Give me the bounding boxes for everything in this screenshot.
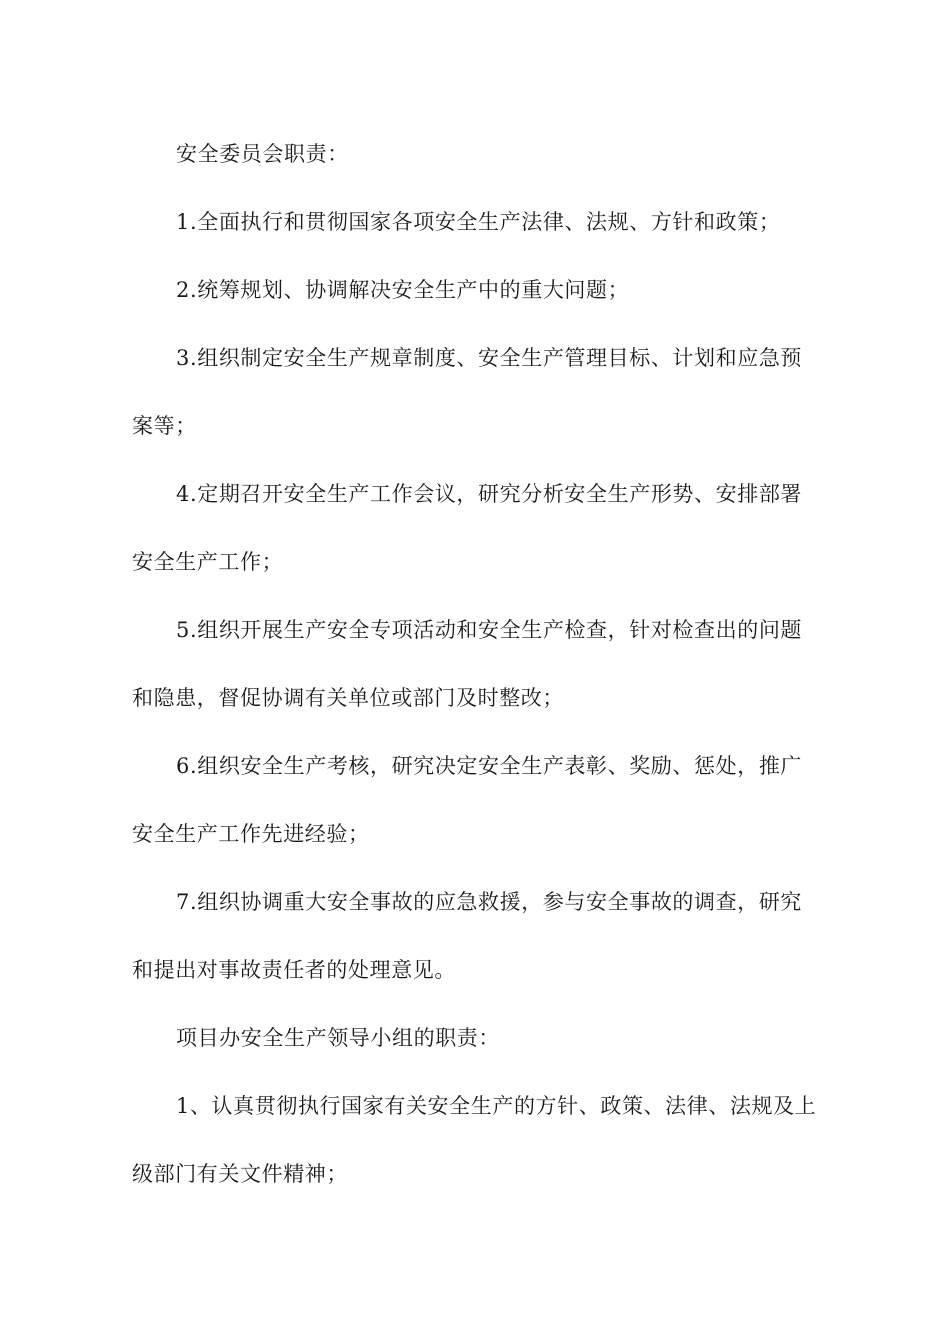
paragraph-line: 2.统筹规划、协调解决安全生产中的重大问题； <box>176 278 630 302</box>
committee-duty-4 <box>132 477 840 579</box>
committee-duty-3 <box>132 341 840 443</box>
committee-duty-1 <box>132 205 840 239</box>
paragraph-line: 1.全面执行和贯彻国家各项安全生产法律、法规、方针和政策； <box>176 210 781 234</box>
committee-duty-7 <box>132 885 840 987</box>
committee-duty-6 <box>132 749 840 851</box>
paragraph-line: 3.组织制定安全生产规章制度、安全生产管理目标、计划和应急预 <box>176 346 803 370</box>
paragraph-line: 6.组织安全生产考核，研究决定安全生产表彰、奖励、惩处，推广 <box>176 754 803 778</box>
document-body <box>132 137 840 1191</box>
committee-duty-5 <box>132 613 840 715</box>
paragraph-line: 4.定期召开安全生产工作会议，研究分析安全生产形势、安排部署 <box>176 482 803 506</box>
paragraph-line-continued: 案等； <box>132 414 197 438</box>
paragraph-line-continued: 安全生产工作先进经验； <box>132 822 370 846</box>
paragraph-line: 项目办安全生产领导小组的职责： <box>176 1026 500 1050</box>
paragraph-line-continued: 和隐患，督促协调有关单位或部门及时整改； <box>132 686 564 710</box>
paragraph-line-continued: 和提出对事故责任者的处理意见。 <box>132 958 456 982</box>
paragraph-line: 5.组织开展生产安全专项活动和安全生产检查，针对检查出的问题 <box>176 618 803 642</box>
leading-group-duty-1 <box>132 1089 840 1191</box>
heading-safety-committee-duties <box>132 137 840 171</box>
paragraph-line-continued: 安全生产工作； <box>132 550 284 574</box>
paragraph-line: 1、认真贯彻执行国家有关安全生产的方针、政策、法律、法规及上 <box>176 1094 817 1118</box>
heading-project-office-leading-group-duties <box>132 1021 840 1055</box>
paragraph-line-continued: 级部门有关文件精神； <box>132 1162 348 1186</box>
committee-duty-2 <box>132 273 840 307</box>
paragraph-line: 7.组织协调重大安全事故的应急救援，参与安全事故的调查，研究 <box>176 890 803 914</box>
paragraph-line: 安全委员会职责： <box>176 142 349 166</box>
